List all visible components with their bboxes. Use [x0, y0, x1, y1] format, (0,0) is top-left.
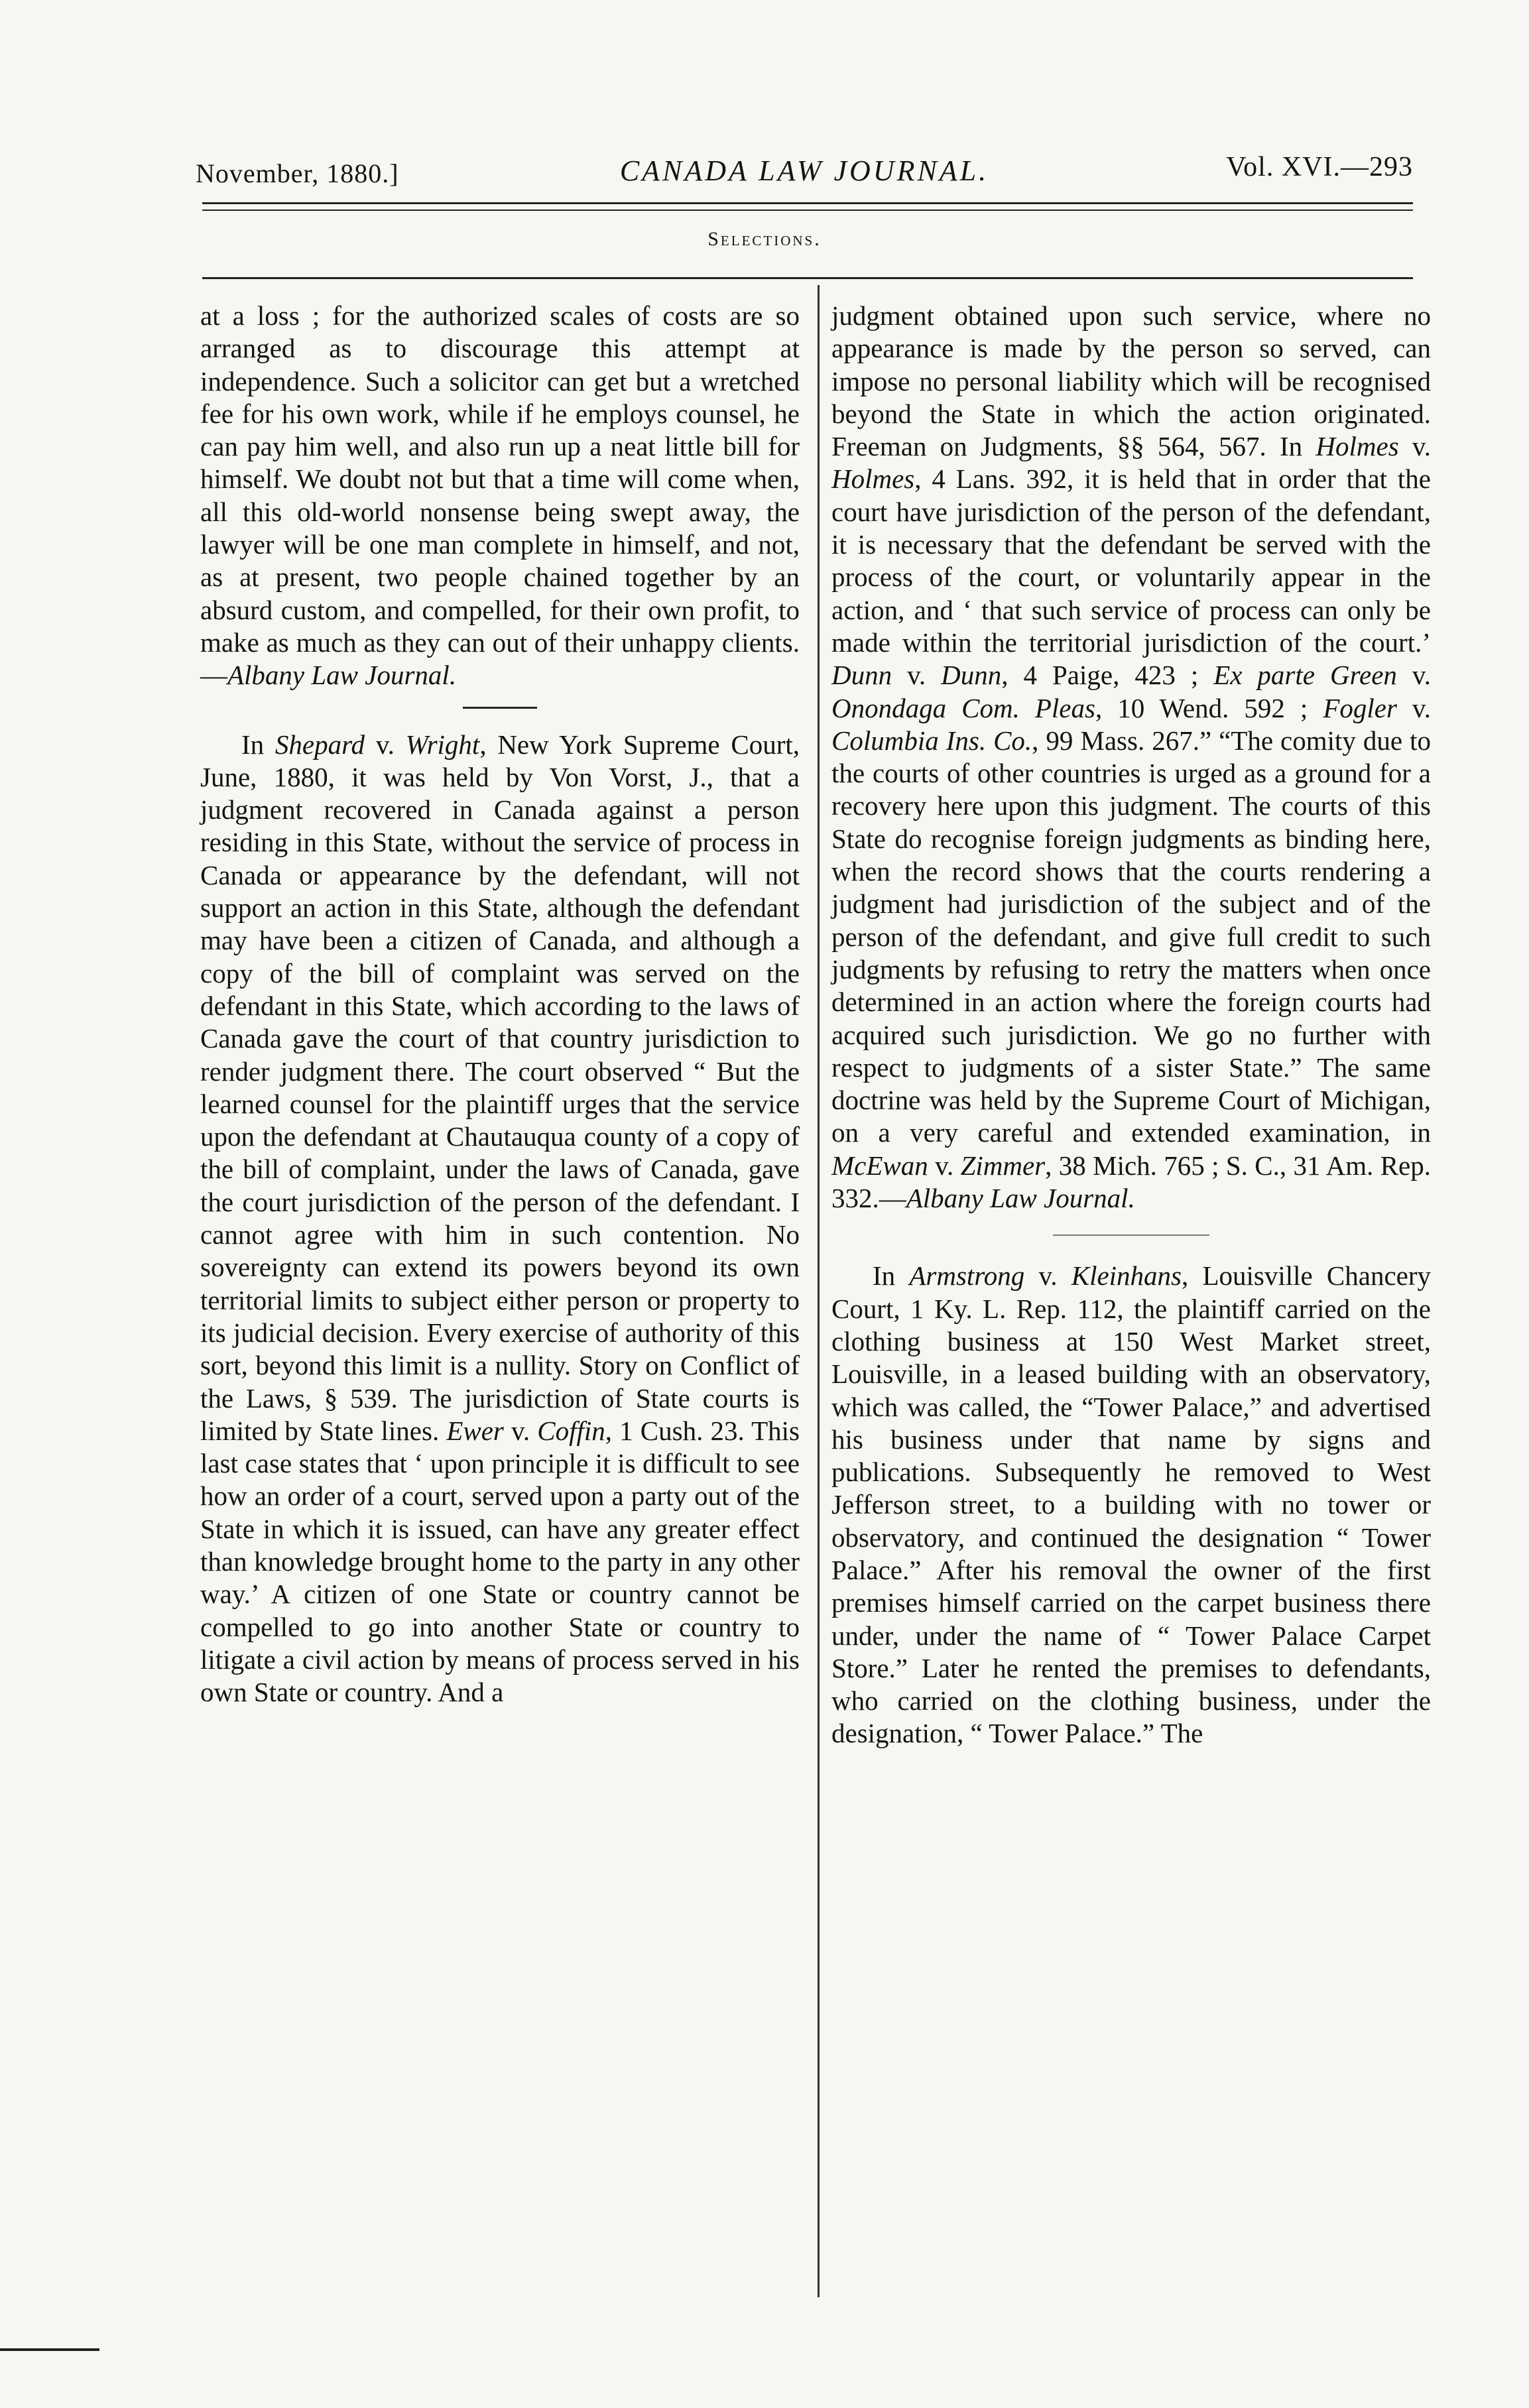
case-name: Dunn	[941, 660, 1002, 691]
case-name: Dunn	[831, 660, 892, 691]
case-name: Fogler	[1323, 692, 1397, 723]
armstrong-kleinhans-paragraph	[831, 1260, 1431, 1750]
text-run: , 99 Mass. 267.” “The comity due to the courts of other countries is urged as a ground for a recovery here upon this judgment. The courts of this State do recognise foreign judgments as binding here, when the record shows that the courts rendering a judgment had jurisdiction of the subject and of the person of the defendant, and give full credit to such judgments by refusing to retry the matters when once determined in an action where the foreign courts had acquired such jurisdiction. We go no further with respect to judgments of a sister State.” The same doctrine was held by the Supreme Court of Michigan, on a very careful and extended examination, in	[831, 725, 1431, 1148]
margin-mark	[0, 2348, 99, 2351]
column-divider	[818, 285, 820, 2297]
text-run: , 4 Paige, 423 ;	[1001, 660, 1214, 691]
text-run: v.	[1396, 660, 1431, 691]
left-column	[200, 300, 800, 1709]
judgment-continuation-paragraph	[831, 300, 1431, 1215]
case-name: Ewer	[446, 1415, 504, 1446]
case-name: Holmes	[1315, 431, 1399, 462]
running-head	[196, 151, 1413, 195]
article-continuation-paragraph	[200, 300, 800, 692]
text-run: judgment obtained upon such service, where no appearance is made by the person so served, can impose no personal liability which will be recognised beyond the State in which the action originated. Freeman on Judgments, §§ 564, 567. In	[831, 300, 1431, 462]
case-name: McEwan	[831, 1150, 928, 1181]
text-run: , 10 Wend. 592 ;	[1095, 692, 1323, 723]
section-rule	[202, 277, 1413, 279]
text-run: , Louisville Chancery Court, 1 Ky. L. Rep. 112, the plaintiff carried on the clothing business at 150 West Market street, Louisville, in a leased building with an observatory, which was called, the “Tower Palace,” and advertised his business under that name by signs and publications. Subsequently he removed to West Jefferson street, to a building with no tower or observatory, and continued the designation “ Tower Palace.” After his removal the owner of the first premises himself carried on the carpet business there under, under the name of “ Tower Palace Carpet Store.” Later he rented the premises to defendants, who carried on the clothing business, under the designation, “ Tower Palace.” The	[831, 1260, 1432, 1749]
case-name: Zimmer	[960, 1150, 1046, 1181]
text-run: In	[241, 729, 275, 760]
section-title: Selections.	[707, 228, 822, 250]
text-run: v.	[365, 729, 406, 760]
source-citation: Albany Law Journal.	[906, 1183, 1135, 1214]
issue-date: November, 1880.]	[196, 158, 399, 188]
text-run: In	[873, 1260, 910, 1292]
separator-rule	[463, 707, 537, 709]
text-run: v.	[503, 1415, 538, 1446]
header-rule-bottom	[202, 210, 1413, 211]
text-run: v.	[928, 1150, 961, 1181]
case-name: Holmes	[831, 463, 915, 495]
header-rule-top	[202, 202, 1413, 204]
case-name: Armstrong	[909, 1260, 1025, 1292]
case-name: Onondaga Com. Pleas	[831, 692, 1095, 723]
source-citation: Albany Law Journal.	[227, 660, 457, 691]
separator-rule	[1053, 1234, 1209, 1236]
case-name: Ex parte Green	[1213, 660, 1397, 691]
text-run: , 38 Mich. 765 ; S. C., 31 Am. Rep. 332.—	[831, 1150, 1431, 1214]
case-name: Coffin	[537, 1415, 605, 1446]
case-name: Kleinhans	[1071, 1260, 1182, 1292]
right-column	[831, 300, 1431, 1750]
text-run: v.	[1398, 431, 1431, 462]
text-run: , 1 Cush. 23. This last case states that ‘ upon principle it is difficult to see how an order of a court, served upon a party out of the State in which it is issued, can have any greater effect than knowledge brought home to the party in any other way.’ A citizen of one State or country cannot be compelled to go into another State or country to litigate a civil action by means of process served in his own State or country. And a	[200, 1415, 800, 1708]
text-run: , New York Supreme Court, June, 1880, it was held by Von Vorst, J., that a judgment recovered in Canada against a person residing in this State, without the service of process in Canada or appearance by the defendant, will not support an action in this State, although the defendant may have been a citizen of Canada, and although a copy of the bill of complaint was served on the defendant in this State, which according to the laws of Canada gave the court of that country jurisdiction to render judgment there. The court observed “ But the learned counsel for the plaintiff urges that the service upon the defendant at Chautauqua county of a copy of the bill of complaint, under the laws of Canada, gave the court jurisdiction of the person of the defendant. I cannot agree with him in such contention. No sovereignty can extend its powers beyond its own territorial limits to subject either person or property to its judicial decision. Every exercise of authority of this sort, beyond this limit is a nullity. Story on Conflict of the Laws, § 539. The jurisdiction of State courts is limited by State lines.	[200, 729, 800, 1446]
paragraph-text: at a loss ; for the authorized scales of costs are so arranged as to discourage this attempt at independence. Such a solicitor can get but a wretched fee for his own work, while if he employs counsel, he can pay him well, and also run up a neat little bill for himself. We doubt not but that a time will come when, all this old-world nonsense being swept away, the lawyer will be one man complete in himself, and not, as at present, two people chained together by an absurd custom, and compelled, for their own profit, to make as much as they can out of their unhappy clients.—	[200, 300, 800, 691]
text-run: v.	[1024, 1260, 1071, 1292]
journal-title: CANADA LAW JOURNAL.	[619, 154, 989, 187]
case-name: Shepard	[275, 729, 365, 760]
shepard-wright-paragraph	[200, 729, 800, 1709]
case-name: Columbia Ins. Co.	[831, 725, 1032, 756]
case-name: Wright	[405, 729, 480, 760]
text-run: v.	[892, 660, 942, 691]
text-run: , 4 Lans. 392, it is held that in order that the court have jurisdiction of the person of the defendant, it is necessary that the defendant be served with the process of the court, or voluntarily appear in the action, and ‘ that such service of process can only be made within the territorial jurisdiction of the court.’	[831, 463, 1431, 658]
text-run: v.	[1396, 692, 1432, 723]
volume-page-number: Vol. XVI.—293	[1226, 152, 1413, 182]
